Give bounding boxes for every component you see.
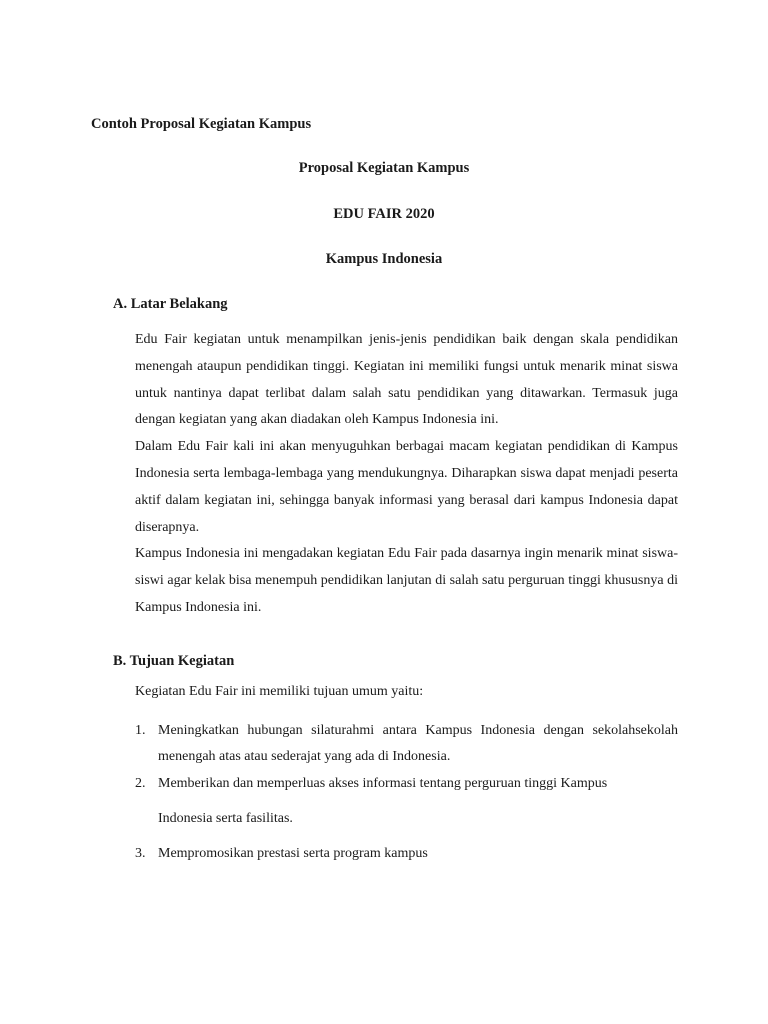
objective-list <box>135 718 678 770</box>
objective-list <box>135 845 678 862</box>
list-item-text: Meningkatkan hubungan silaturahmi antara Kampus Indonesia dengan sekolahsekolah menengah atas atau sederajat yang ada di Indonesia. <box>158 723 678 764</box>
list-number: 2. <box>135 776 146 791</box>
document-heading: Contoh Proposal Kegiatan Kampus <box>91 116 312 132</box>
list-item <box>135 845 678 862</box>
list-item-text-continued: Indonesia serta fasilitas. <box>158 811 293 826</box>
list-item-text: Mempromosikan prestasi serta program kampus <box>158 846 428 861</box>
list-number: 3. <box>135 846 146 861</box>
event-title: EDU FAIR 2020 <box>333 206 435 222</box>
list-item <box>135 718 678 770</box>
paragraph: Dalam Edu Fair kali ini akan menyuguhkan berbagai macam kegiatan pendidikan di Kampus Indonesia serta lembaga-lembaga yang mendukungnya. Diharapkan siswa dapat menjadi peserta aktif dalam kegiatan ini, sehingga banyak informasi yang berasal dari kampus Indonesia dapat diserapnya. <box>135 439 678 535</box>
list-item-text: Memberikan dan memperluas akses informasi tentang perguruan tinggi Kampus <box>158 776 608 791</box>
list-number: 1. <box>135 723 146 738</box>
section-b-title: B. Tujuan Kegiatan <box>113 653 235 669</box>
organizer-title: Kampus Indonesia <box>325 251 443 267</box>
section-b-intro: Kegiatan Edu Fair ini memiliki tujuan umum yaitu: <box>135 684 424 699</box>
section-a-body <box>135 327 678 622</box>
paragraph: Edu Fair kegiatan untuk menampilkan jenis-jenis pendidikan baik dengan skala pendidikan menengah ataupun pendidikan tinggi. Kegiatan ini memiliki fungsi untuk menarik minat siswa untuk nantinya dapat terlibat dalam salah satu pendidikan yang ditawarkan. Termasuk juga dengan kegiatan yang akan diadakan oleh Kampus Indonesia ini. <box>135 332 678 428</box>
proposal-title: Proposal Kegiatan Kampus <box>298 160 470 176</box>
paragraph: Kampus Indonesia ini mengadakan kegiatan Edu Fair pada dasarnya ingin menarik minat siswa-siswi agar kelak bisa menempuh pendidikan lanjutan di salah satu perguruan tinggi khususnya di Kampus Indonesia ini. <box>135 546 678 615</box>
section-a-title: A. Latar Belakang <box>113 296 228 312</box>
list-item <box>135 775 678 827</box>
objective-list <box>135 775 678 827</box>
